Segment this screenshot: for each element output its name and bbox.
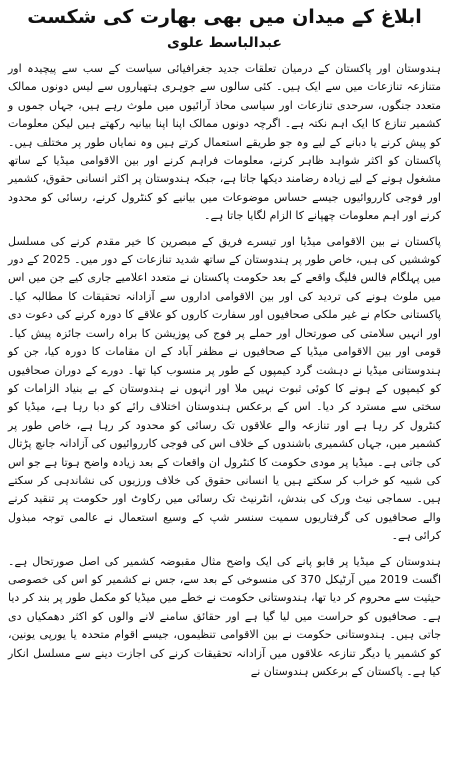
article-paragraph: ہندوستان اور پاکستان کے درمیان تعلقات جدید جغرافیائی سیاست کے سب سے پیچیدہ اور متنازعہ تنازعات میں سے ایک ہیں۔ کئی سالوں سے جوہری ہتھیاروں سے لیس دونوں ممالک متعدد جنگوں، سرحدی تنازعات اور سیاسی محاذ آرائیوں میں ملوث رہے ہیں، جہاں جموں و کشمیر تنازع کا ایک اہم نکتہ ہے۔ اگرچہ دونوں ممالک اپنا اپنا بیانیہ رکھتے ہیں لیکن معلومات کو پیش کرنے یا دبانے کے لیے وہ جو طریقے استعمال کرتے ہیں وہ نمایاں طور پر مختلف ہیں۔ پاکستان کو اکثر شواہد ظاہر کرنے، معلومات فراہم کرنے اور بین الاقوامی میڈیا کے ساتھ مشغول ہونے کے لیے زیادہ رضامند دیکھا جاتا ہے، جبکہ ہندوستان پر اکثر انسانی حقوق، کشمیر اور فوجی کارروائیوں جیسے حساس موضوعات میں بیانیے کو کنٹرول کرنے، رسائی کو محدود کرنے اور اہم معلومات چھپانے کا الزام لگایا جاتا ہے۔ [8,62,441,223]
article-title: ابلاغ کے میدان میں بھی بھارت کی شکست [27,6,422,28]
article-author: عبدالباسط علوی [167,35,282,51]
article-paragraph: پاکستان نے بین الاقوامی میڈیا اور تیسرے فریق کے مبصرین کا خیر مقدم کرنے کی مسلسل کوششیں کی ہیں، خاص طور پر ہندوستان کے ساتھ شدید تنازعات کے دور میں۔ 2025 کے دور میں پہلگام فالس فلیگ واقعے کے بعد حکومت پاکستان نے متعدد اعلامیے جاری کیے جن میں اس میں ملوث ہونے کی تردید کی اور بین الاقوامی اداروں سے آزادانہ تحقیقات کا مطالبہ کیا۔ پاکستانی حکام نے غیر ملکی صحافیوں اور سفارت کاروں کو علاقے کا دورہ کرنے کی دعوت دی اور انہیں سلامتی کی صورتحال اور حملے پر فوج کی پوزیشن کا براہ راست جائزہ پیش کیا۔ قومی اور بین الاقوامی میڈیا کے صحافیوں نے مظفر آباد کے ان مقامات کا دورہ کیا، جن کو ہندوستانی میڈیا نے دہشت گرد کیمپوں کے طور پر منسوب کیا تھا۔ دورے کے دوران صحافیوں کو کیمپوں کے ہونے کا کوئی ثبوت نہیں ملا اور انہوں نے ہندوستان کے بے بنیاد الزامات کو سختی سے مسترد کر دیا۔ اس کے برعکس ہندوستان اختلاف رائے کو دبا رہا ہے، میڈیا کو کنٹرول کر رہا ہے اور تنازعہ والے علاقوں تک رسائی کو محدود کر رہا ہے، خاص طور پر کشمیر میں، جہاں کشمیری باشندوں کے خلاف اس کی فوجی کارروائیوں کی آزادانہ جانچ پڑتال کی جاتی ہے۔ میڈیا پر مودی حکومت کا کنٹرول ان واقعات کے بعد زیادہ واضح ہوتا ہے جو اس کی شبیہ کو خراب کر سکتے ہیں یا انسانی حقوق کی خلاف ورزیوں کی نشاندہی کر سکتے ہیں۔ سماجی نیٹ ورک کی بندش، انٹرنیٹ تک رسائی میں رکاوٹ اور حکومت پر تنقید کرنے والے صحافیوں کی گرفتاریوں سمیت سنسر شپ کے وسیع استعمال نے عالمی توجہ مبذول کرائی ہے۔ [8,234,441,543]
article [8,4,441,688]
article-paragraph: ہندوستان کے میڈیا پر قابو پانے کی ایک واضح مثال مقبوضہ کشمیر کی اصل صورتحال ہے۔ اگست 2019 میں آرٹیکل 370 کی منسوخی کے بعد سے، جس نے کشمیر کو اس کی خصوصی حیثیت سے محروم کر دیا تھا، ہندوستانی حکومت نے خطے میں میڈیا کو مکمل طور پر بند کر دیا ہے۔ صحافیوں کو حراست میں لیا گیا ہے اور حقائق سامنے لانے والوں کو اکثر دھمکیاں دی جاتی ہیں۔ ہندوستانی حکومت نے بین الاقوامی تنظیموں، جیسے اقوام متحدہ یا یورپی یونین، کو کشمیر یا دیگر تنازعہ علاقوں میں آزادانہ تحقیقات کرنے کی اجازت دینے سے مسلسل انکار کیا ہے۔ پاکستان کے برعکس ہندوستان نے [8,554,442,678]
